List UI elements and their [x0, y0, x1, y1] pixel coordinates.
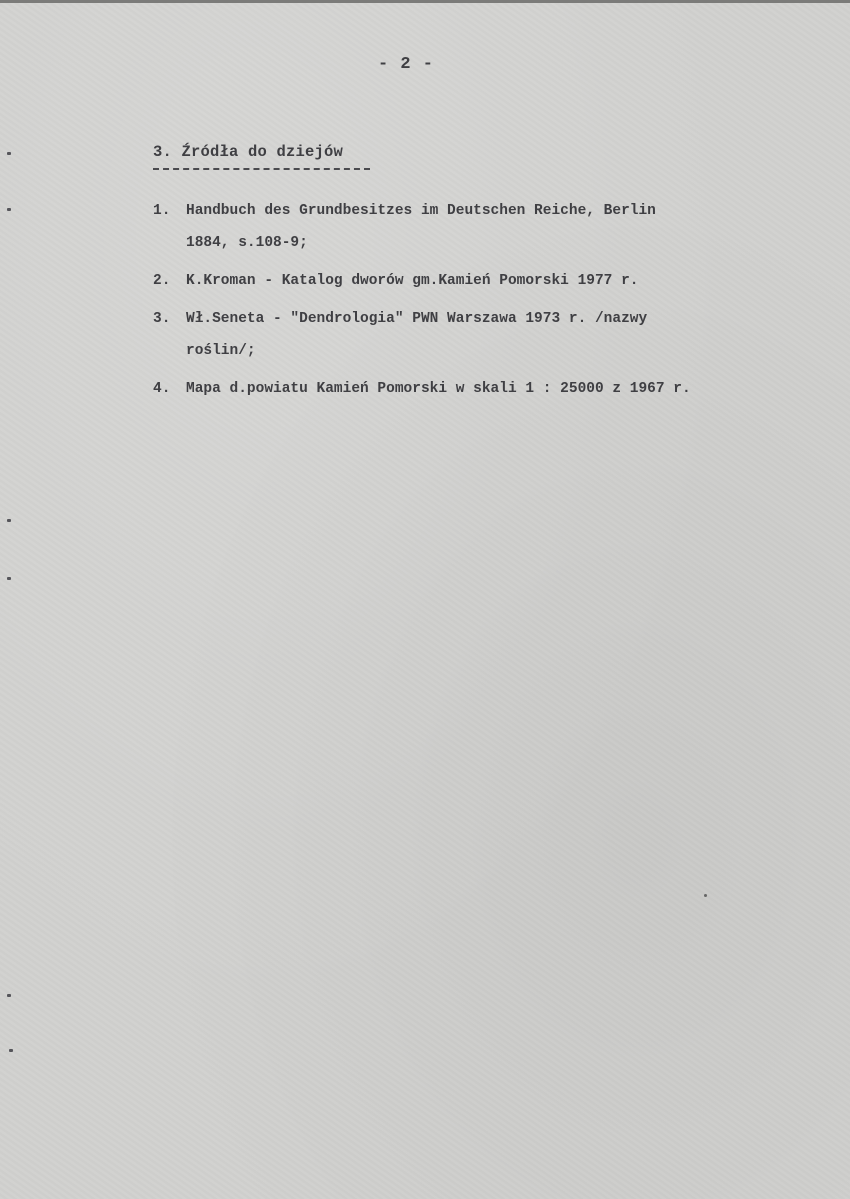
list-item: [153, 265, 813, 297]
section-heading: 3. Źródła do dziejów: [153, 143, 344, 161]
list-item-number: 2.: [153, 273, 171, 289]
page-number: - 2 -: [377, 55, 434, 74]
list-item-text: Wł.Seneta - "Dendrologia" PWN Warszawa 1973 r. /nazwy roślin/;: [186, 311, 648, 359]
list-item: [153, 195, 813, 259]
margin-mark: [7, 994, 11, 997]
list-item: [153, 303, 813, 367]
margin-mark: [7, 519, 11, 522]
margin-mark: [7, 152, 11, 155]
list-item-text: Mapa d.powiatu Kamień Pomorski w skali 1 : 25000 z 1967 r.: [186, 381, 691, 397]
margin-mark: [9, 1049, 13, 1052]
paper-speck: [704, 894, 707, 897]
list-item-text: Handbuch des Grundbesitzes im Deutschen Reiche, Berlin 1884, s.108-9;: [186, 203, 656, 251]
margin-mark: [7, 577, 11, 580]
list-item-text: K.Kroman - Katalog dworów gm.Kamień Pomorski 1977 r.: [186, 273, 639, 289]
list-item-number: 4.: [153, 381, 171, 397]
list-item: [153, 373, 813, 405]
page-top-edge: [0, 0, 850, 3]
list-item-number: 3.: [153, 311, 171, 327]
heading-underline: [153, 168, 370, 170]
list-item-number: 1.: [153, 203, 171, 219]
margin-mark: [7, 208, 11, 211]
sources-list: [153, 195, 813, 411]
